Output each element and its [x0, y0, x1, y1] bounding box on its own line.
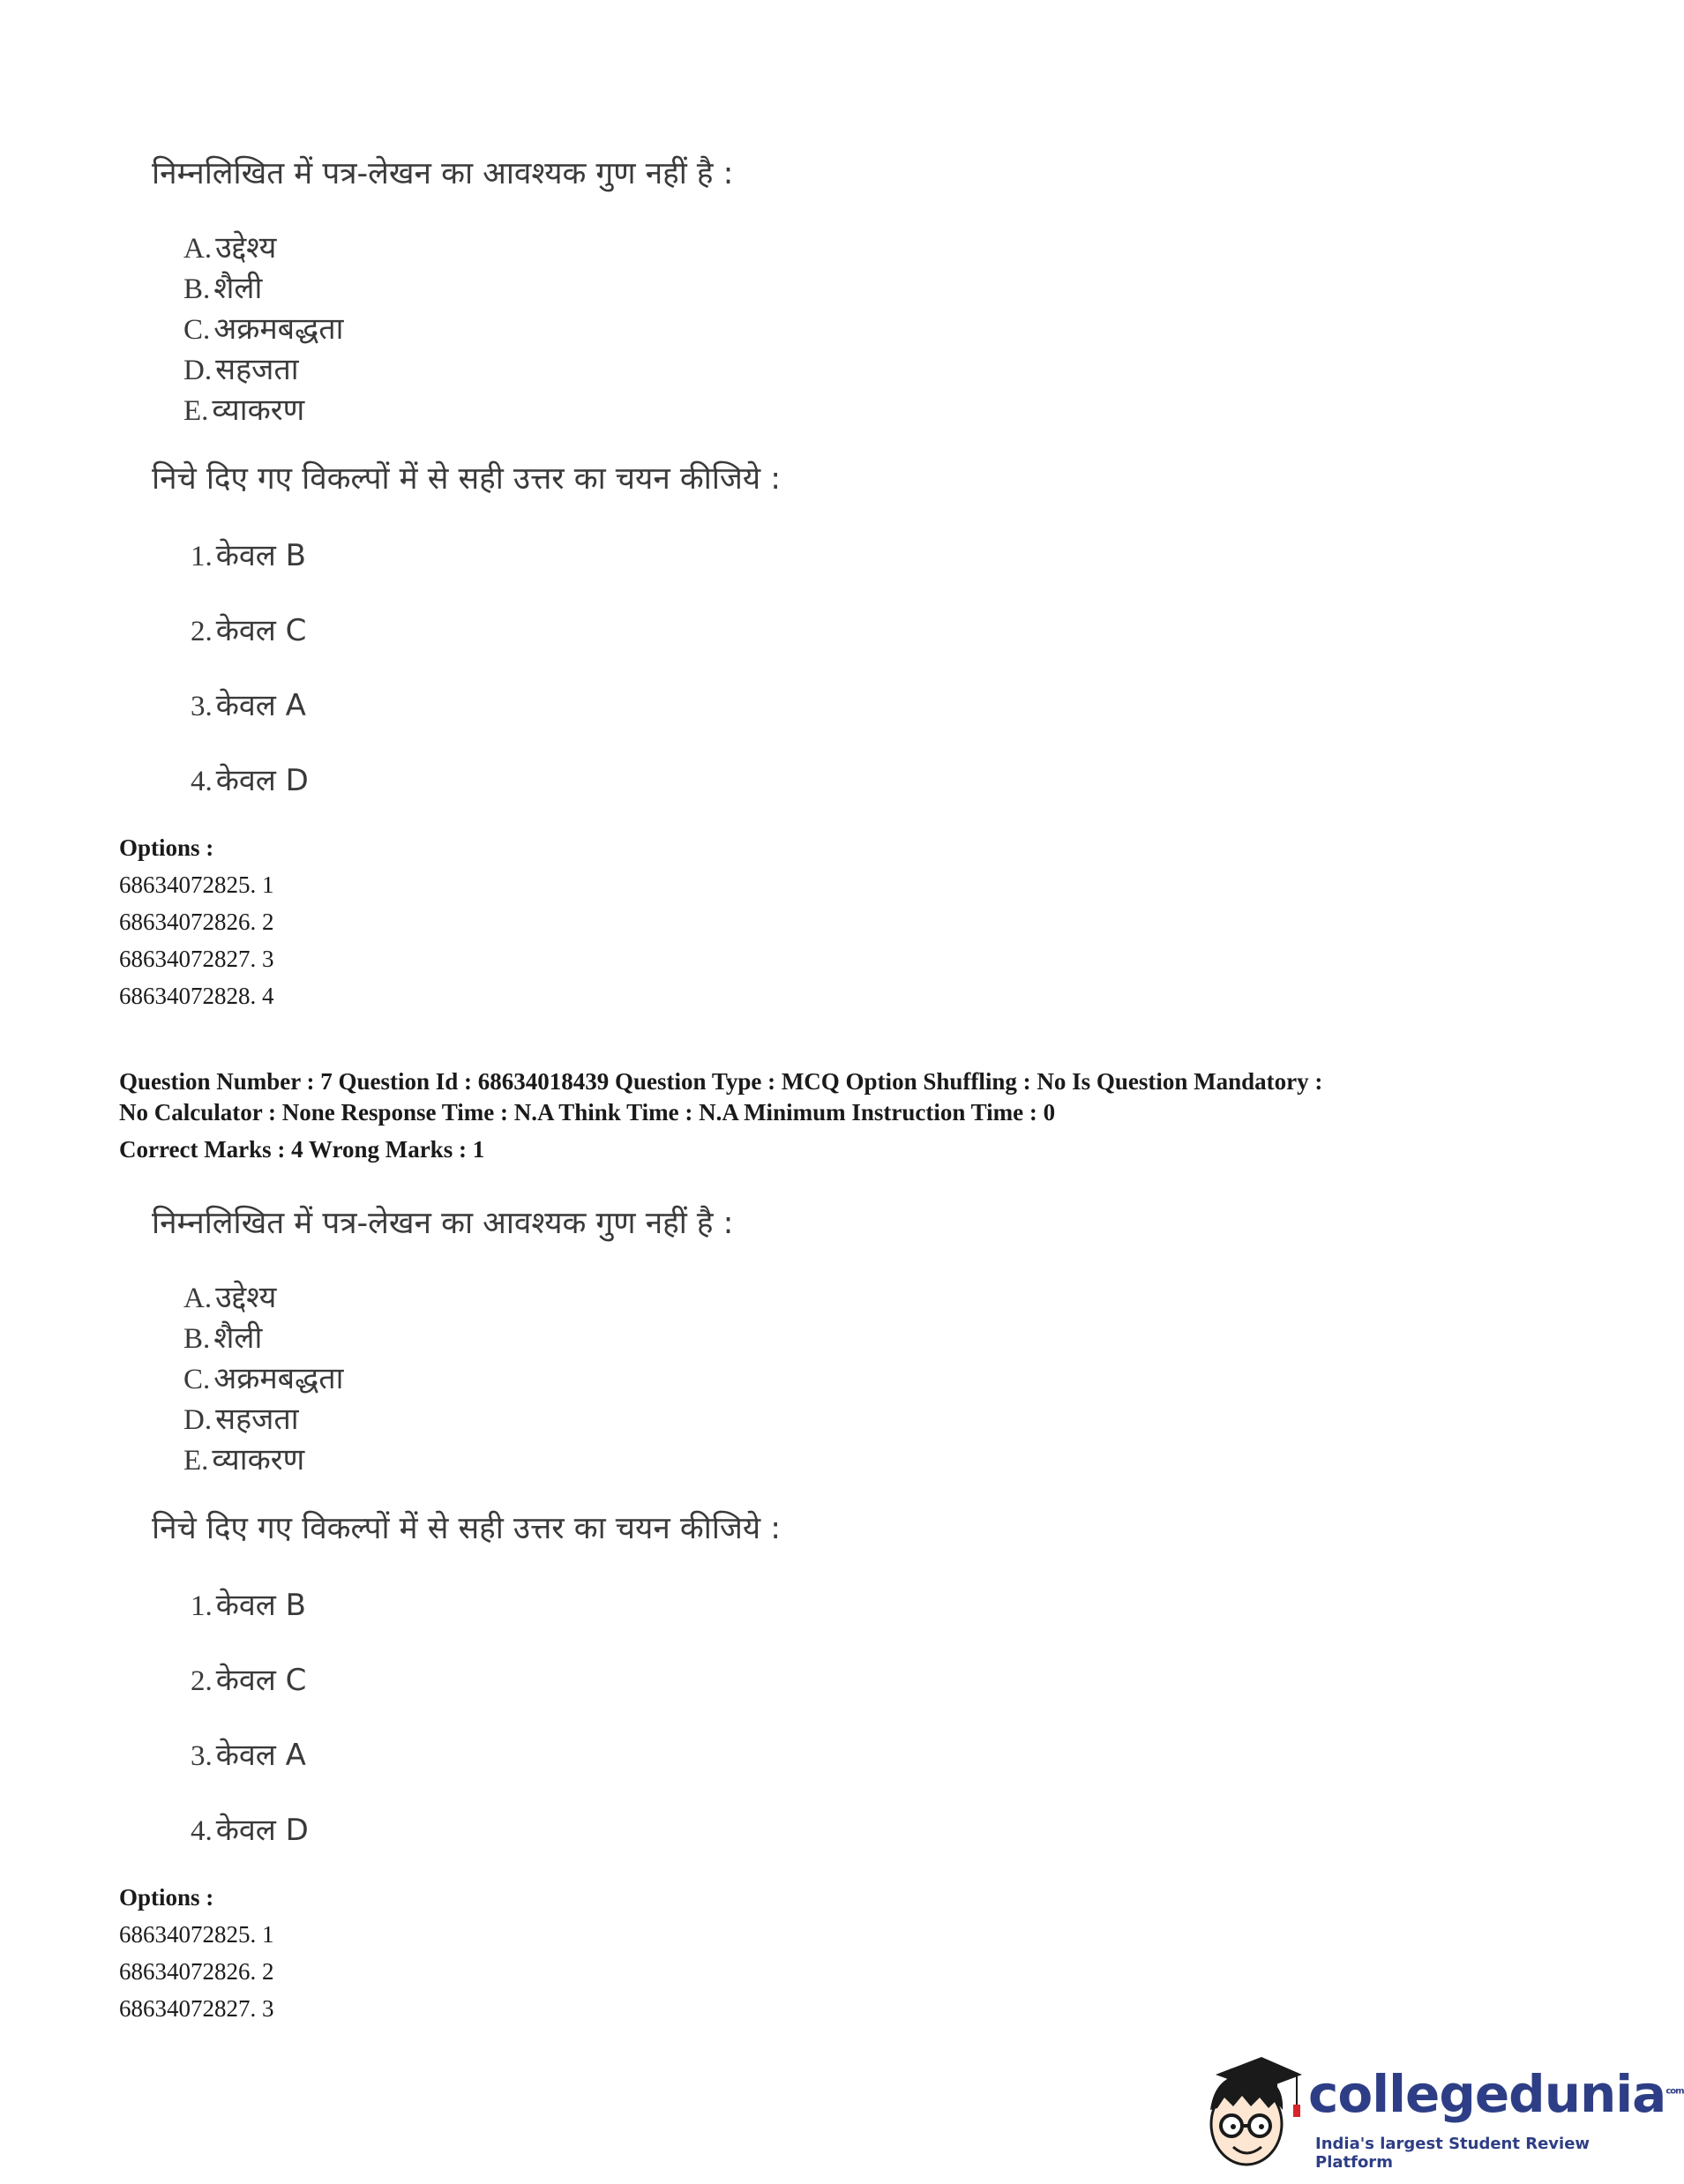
- statement-c: C. अक्रमबद्धता: [183, 311, 344, 347]
- choice-3: 3. केवल A: [191, 688, 306, 723]
- statement-d: D. सहजता: [183, 1402, 299, 1437]
- statement-e: E. व्याकरण: [183, 1442, 305, 1477]
- question-stem: निम्नलिखित में पत्र-लेखन का आवश्यक गुण नहीं है :: [152, 1206, 734, 1241]
- choice-1: 1. केवल B: [191, 1588, 306, 1623]
- statement-d: D. सहजता: [183, 352, 299, 387]
- choice-2: 2. केवल C: [191, 613, 307, 648]
- option-item: 68634072825. 1: [119, 871, 274, 898]
- statement-b: B. शैली: [183, 1320, 263, 1356]
- brand-name: collegedunia$^{com}$: [1308, 2064, 1684, 2124]
- option-item: 68634072825. 1: [119, 1921, 274, 1948]
- question-meta-line-1: Question Number : 7 Question Id : 68634018439 Question Type : MCQ Option Shuffling : No Is Question Mandatory :: [119, 1068, 1323, 1095]
- brand-tagline: India's largest Student Review Platform: [1315, 2135, 1590, 2172]
- marks-line: Correct Marks : 4 Wrong Marks : 1: [119, 1136, 485, 1163]
- choice-3: 3. केवल A: [191, 1738, 306, 1773]
- option-item: 68634072826. 2: [119, 1958, 274, 1985]
- statement-b: B. शैली: [183, 271, 263, 306]
- statement-e: E. व्याकरण: [183, 393, 305, 428]
- choice-4: 4. केवल D: [191, 1813, 309, 1848]
- statement-a: A. उद्देश्य: [183, 1280, 277, 1315]
- options-heading: Options :: [119, 834, 214, 861]
- question-instruction: निचे दिए गए विकल्पों में से सही उत्तर का चयन कीजिये :: [152, 1511, 782, 1546]
- choice-2: 2. केवल C: [191, 1663, 307, 1698]
- choice-4: 4. केवल D: [191, 763, 309, 798]
- question-stem: निम्नलिखित में पत्र-लेखन का आवश्यक गुण नहीं है :: [152, 156, 734, 191]
- option-item: 68634072828. 4: [119, 983, 274, 1009]
- option-item: 68634072826. 2: [119, 909, 274, 935]
- student-mascot-icon: [1198, 2055, 1308, 2174]
- statement-c: C. अक्रमबद्धता: [183, 1361, 344, 1396]
- choice-1: 1. केवल B: [191, 538, 306, 573]
- option-item: 68634072827. 3: [119, 946, 274, 972]
- question-meta-line-2: No Calculator : None Response Time : N.A Think Time : N.A Minimum Instruction Time : 0: [119, 1099, 1056, 1126]
- option-item: 68634072827. 3: [119, 1995, 274, 2022]
- options-heading: Options :: [119, 1884, 214, 1911]
- question-instruction: निचे दिए गए विकल्पों में से सही उत्तर का चयन कीजिये :: [152, 461, 782, 497]
- statement-a: A. उद्देश्य: [183, 230, 277, 266]
- collegedunia-logo: [1198, 2055, 1684, 2174]
